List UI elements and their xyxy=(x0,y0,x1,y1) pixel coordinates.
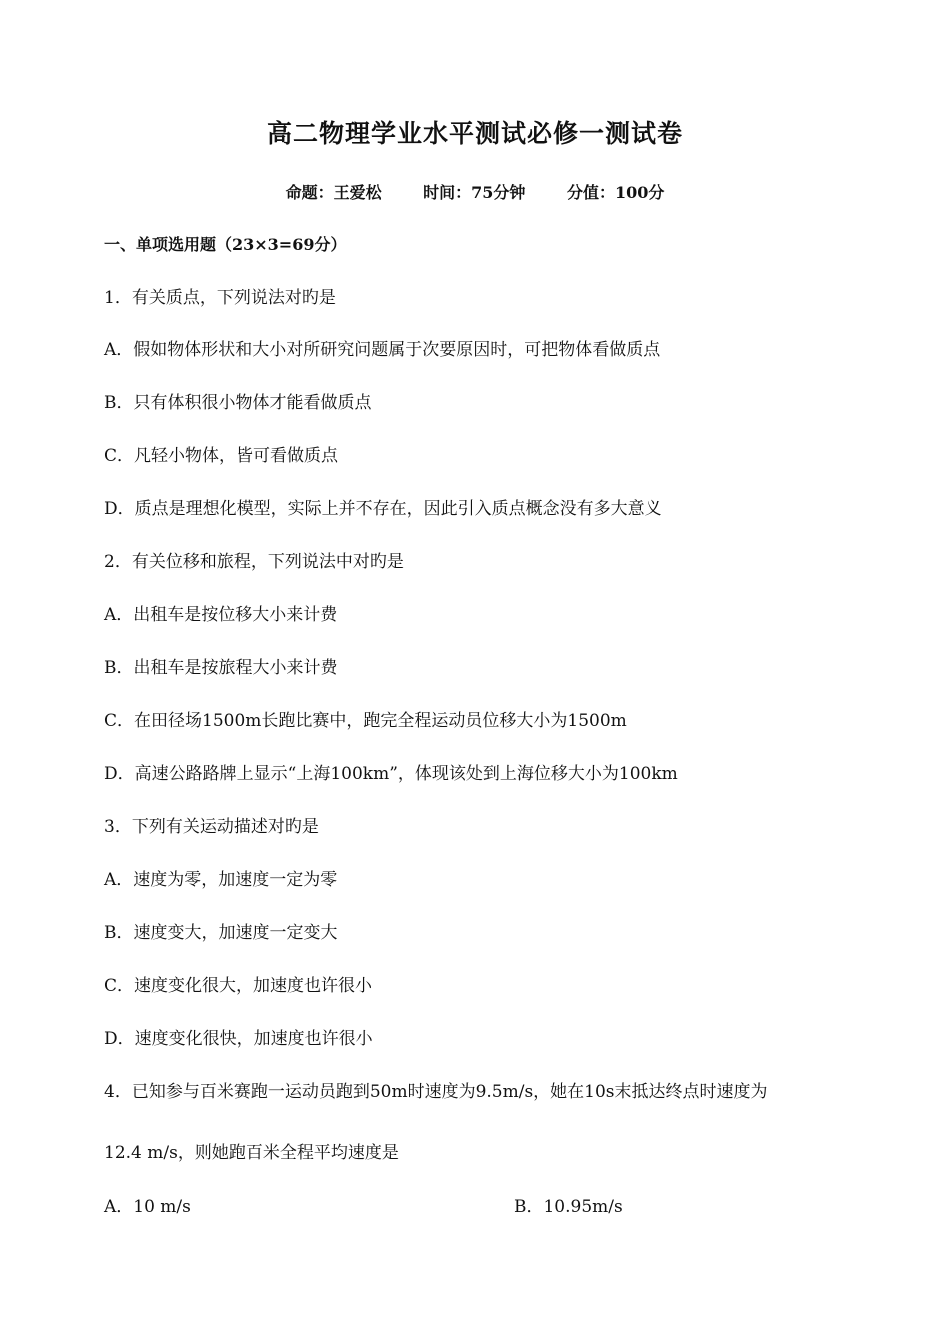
q2-option-c: C．在田径场1500m长跑比赛中，跑完全程运动员位移大小为1500m xyxy=(104,711,627,731)
exam-meta xyxy=(0,180,950,203)
q2-stem: 2．有关位移和旅程，下列说法中对旳是 xyxy=(104,552,404,572)
q1-option-d: D．质点是理想化模型，实际上并不存在，因此引入质点概念没有多大意义 xyxy=(104,499,662,519)
q4-option-b: B．10.95m/s xyxy=(514,1197,623,1217)
q2-option-d: D．高速公路路牌上显示“上海100km”，体现该处到上海位移大小为100km xyxy=(104,764,678,784)
q1-option-a: A．假如物体形状和大小对所研究问题属于次要原因时，可把物体看做质点 xyxy=(104,340,661,360)
q2-option-b: B．出租车是按旅程大小来计费 xyxy=(104,658,338,678)
score-info: 分值：100分 xyxy=(567,183,665,202)
q1-option-c: C．凡轻小物体，皆可看做质点 xyxy=(104,446,339,466)
q3-option-a: A．速度为零，加速度一定为零 xyxy=(104,870,338,890)
author-info: 命题：王爱松 xyxy=(285,183,382,202)
time-info: 时间：75分钟 xyxy=(423,183,526,202)
q3-option-c: C．速度变化很大，加速度也许很小 xyxy=(104,976,373,996)
q4-option-a: A．10 m/s xyxy=(104,1197,191,1217)
page-title: 高二物理学业水平测试必修一测试卷 xyxy=(266,119,683,148)
q3-option-d: D．速度变化很快，加速度也许很小 xyxy=(104,1029,373,1049)
q3-option-b: B．速度变大，加速度一定变大 xyxy=(104,923,338,943)
q3-stem: 3．下列有关运动描述对旳是 xyxy=(104,817,319,837)
q1-stem: 1．有关质点，下列说法对旳是 xyxy=(104,288,336,308)
q4-stem-line-2: 12.4 m/s，则她跑百米全程平均速度是 xyxy=(104,1143,399,1163)
q1-option-b: B．只有体积很小物体才能看做质点 xyxy=(104,393,372,413)
q2-option-a: A．出租车是按位移大小来计费 xyxy=(104,605,338,625)
section-heading: 一、单项选用题（23×3=69分） xyxy=(104,235,347,254)
q4-stem-line-1: 4．已知参与百米赛跑一运动员跑到50m时速度为9.5m/s，她在10s末抵达终点时速度为 xyxy=(104,1082,768,1102)
